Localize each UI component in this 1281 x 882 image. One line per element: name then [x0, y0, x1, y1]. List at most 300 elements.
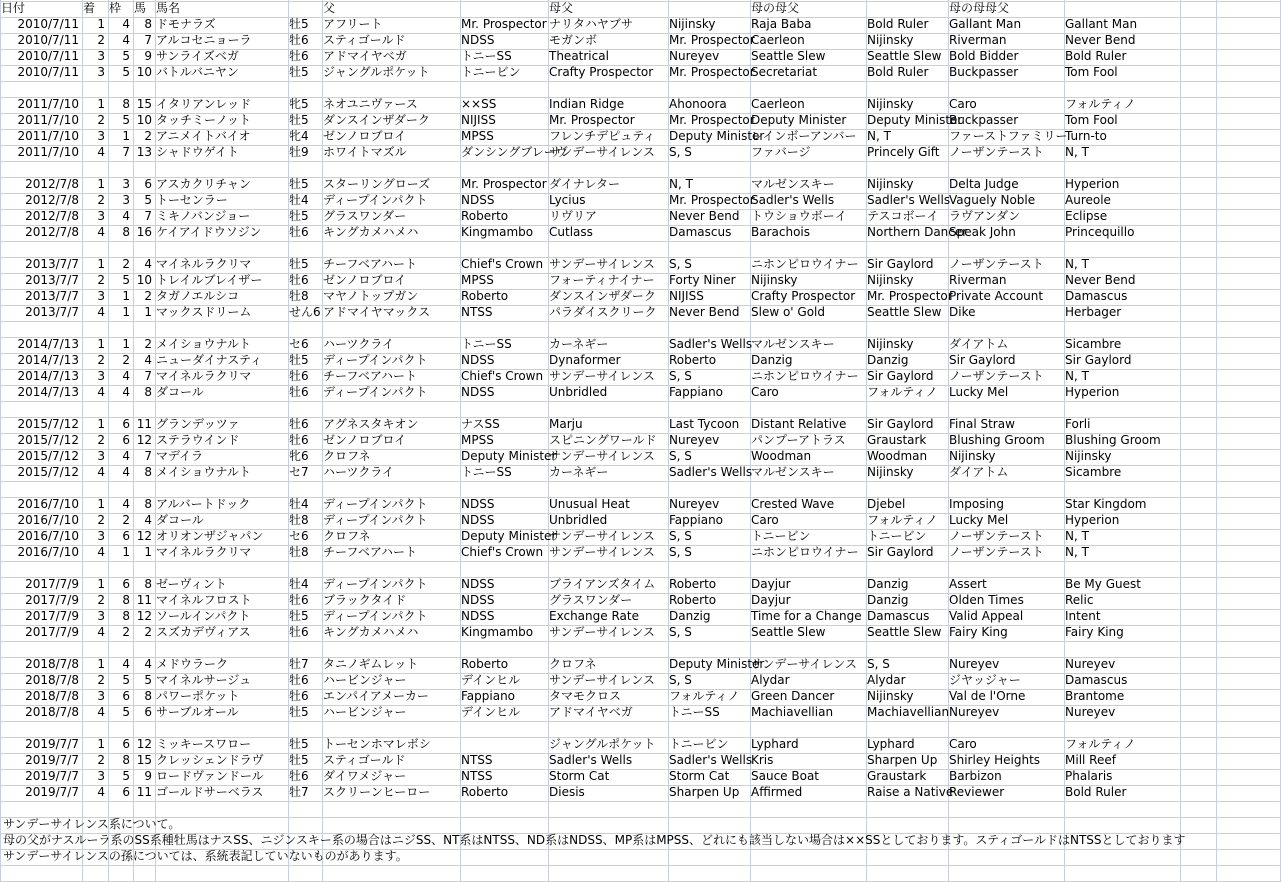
- cell-date[interactable]: 2014/7/13: [17, 385, 79, 399]
- cell-damdamdam-sire-line[interactable]: N, T: [1065, 545, 1089, 559]
- cell-finish[interactable]: 3: [97, 369, 105, 383]
- cell-dam-sire[interactable]: タマモクロス: [549, 689, 622, 703]
- cell-damdam-sire[interactable]: レインボーアンバー: [751, 129, 857, 143]
- cell-sex-age[interactable]: 牡6: [289, 273, 309, 287]
- cell-finish[interactable]: 2: [97, 513, 105, 527]
- cell-gate[interactable]: 5: [122, 49, 130, 63]
- cell-damdam-sire-line[interactable]: Nijinsky: [867, 465, 914, 479]
- cell-sire[interactable]: キングカメハメハ: [323, 625, 419, 639]
- cell-horse-name[interactable]: トーセンラー: [156, 193, 228, 207]
- cell-sire-line[interactable]: MPSS: [461, 433, 494, 447]
- cell-dam-sire[interactable]: アドマイヤベガ: [549, 705, 633, 719]
- cell-damdamdam-sire-line[interactable]: Never Bend: [1065, 273, 1136, 287]
- cell-damdamdam-sire-line[interactable]: [1064, 0, 1180, 16]
- cell-dam-sire[interactable]: Storm Cat: [549, 769, 610, 783]
- cell-dam-sire-line[interactable]: [668, 0, 750, 16]
- cell-dam-sire-line[interactable]: NIJISS: [669, 289, 704, 303]
- cell-damdam-sire[interactable]: Distant Relative: [751, 417, 847, 431]
- cell-damdamdam-sire[interactable]: Private Account: [949, 289, 1044, 303]
- cell-damdam-sire[interactable]: Sauce Boat: [751, 769, 820, 783]
- note-line[interactable]: 母の父がナスルーラ系のSS系種牡馬はナスSS、ニジンスキー系の場合はニジSS、NT系はNTSS、ND系はNDSS、MP系はMPSS、どれにも該当しない場合は××SSとしております。スティゴールドはNTSSとしております: [3, 833, 1186, 847]
- cell-sire[interactable]: アドマイヤマックス: [323, 305, 431, 319]
- cell-sex-age[interactable]: 牡5: [289, 113, 309, 127]
- cell-sex-age[interactable]: 牝5: [289, 97, 309, 111]
- cell-horse-number[interactable]: 12: [136, 529, 152, 543]
- cell-damdam-sire[interactable]: Machiavellian: [751, 705, 834, 719]
- cell-sex-age[interactable]: 牡6: [289, 33, 309, 47]
- cell-damdamdam-sire-line[interactable]: Brantome: [1065, 689, 1125, 703]
- cell-horse-number[interactable]: 5: [144, 193, 152, 207]
- cell-gate[interactable]: 6: [122, 529, 130, 543]
- cell-damdam-sire-line[interactable]: Graustark: [867, 433, 927, 447]
- cell-gate[interactable]: 2: [122, 353, 130, 367]
- cell-damdamdam-sire-line[interactable]: Nijinsky: [1065, 449, 1112, 463]
- cell-dam-sire-line[interactable]: Nureyev: [669, 497, 720, 511]
- cell-damdam-sire[interactable]: トウショウボーイ: [751, 209, 847, 223]
- cell-date[interactable]: 2015/7/12: [17, 417, 79, 431]
- cell-gate[interactable]: 4: [122, 17, 130, 31]
- cell-finish[interactable]: 3: [97, 65, 105, 79]
- cell-finish[interactable]: 2: [97, 593, 105, 607]
- cell-gate[interactable]: 4: [122, 465, 130, 479]
- cell-dam-sire[interactable]: 母父: [549, 1, 574, 15]
- cell-horse-name[interactable]: タガノエルシコ: [156, 289, 240, 303]
- cell-damdam-sire[interactable]: Affirmed: [751, 785, 803, 799]
- cell-date[interactable]: 2015/7/12: [17, 433, 79, 447]
- cell-damdam-sire-line[interactable]: Sir Gaylord: [867, 417, 934, 431]
- cell-damdam-sire[interactable]: マルゼンスキー: [751, 337, 835, 351]
- cell-finish[interactable]: 4: [97, 705, 105, 719]
- cell-date[interactable]: 2011/7/10: [17, 97, 79, 111]
- cell-finish[interactable]: 4: [97, 545, 105, 559]
- cell-damdam-sire-line[interactable]: Danzig: [867, 353, 909, 367]
- cell-damdam-sire-line[interactable]: テスコボーイ: [867, 209, 939, 223]
- cell-dam-sire[interactable]: Unbridled: [549, 385, 608, 399]
- cell-sire[interactable]: スティゴールド: [323, 753, 406, 767]
- cell-sire[interactable]: タニノギムレット: [323, 657, 419, 671]
- cell-dam-sire[interactable]: Exchange Rate: [549, 609, 639, 623]
- cell-finish[interactable]: 2: [97, 433, 105, 447]
- cell-sire[interactable]: ディープインパクト: [323, 193, 428, 207]
- cell-damdam-sire[interactable]: Lyphard: [751, 737, 799, 751]
- cell-sire[interactable]: ゼンノロブロイ: [323, 129, 407, 143]
- cell-gate[interactable]: 5: [122, 673, 130, 687]
- cell-damdamdam-sire[interactable]: Sir Gaylord: [949, 353, 1016, 367]
- cell-dam-sire[interactable]: Indian Ridge: [549, 97, 625, 111]
- cell-sex-age[interactable]: 牡8: [289, 513, 309, 527]
- cell-damdamdam-sire[interactable]: ノーザンテースト: [949, 257, 1044, 271]
- cell-sire-line[interactable]: トニーSS: [461, 49, 512, 63]
- cell-damdam-sire[interactable]: 母の母父: [751, 1, 800, 15]
- cell-damdam-sire[interactable]: マルゼンスキー: [751, 177, 835, 191]
- cell-damdamdam-sire-line[interactable]: Princequillo: [1065, 225, 1135, 239]
- cell-finish[interactable]: 3: [97, 769, 105, 783]
- cell-dam-sire-line[interactable]: Sadler's Wells: [669, 753, 753, 767]
- cell-horse-name[interactable]: シャドウゲイト: [156, 145, 239, 159]
- cell-horse-number[interactable]: 8: [144, 497, 152, 511]
- cell-date[interactable]: 2014/7/13: [17, 369, 79, 383]
- cell-horse-number[interactable]: 13: [136, 145, 152, 159]
- cell-gate[interactable]: 4: [122, 385, 130, 399]
- cell-damdam-sire[interactable]: ファバージ: [751, 145, 811, 159]
- cell-horse-name[interactable]: アルバートドック: [156, 497, 251, 511]
- cell-date[interactable]: 2018/7/8: [25, 705, 79, 719]
- cell-sire-line[interactable]: Deputy Minister: [461, 449, 557, 463]
- cell-horse-name[interactable]: マイネルラクリマ: [156, 369, 252, 383]
- cell-sire[interactable]: ディープインパクト: [323, 353, 428, 367]
- cell-horse-number[interactable]: 10: [136, 65, 152, 79]
- cell-dam-sire[interactable]: Diesis: [549, 785, 585, 799]
- cell-sire[interactable]: ディープインパクト: [323, 513, 428, 527]
- cell-damdamdam-sire[interactable]: Nijinsky: [949, 449, 996, 463]
- cell-date[interactable]: 2013/7/7: [25, 305, 79, 319]
- cell-sex-age[interactable]: 牡7: [289, 785, 309, 799]
- cell-horse-number[interactable]: 1: [144, 305, 152, 319]
- cell-damdam-sire-line[interactable]: Lyphard: [867, 737, 915, 751]
- cell-sex-age[interactable]: 牡5: [289, 17, 309, 31]
- cell-horse-name[interactable]: パワーポケット: [156, 689, 240, 703]
- cell-horse-number[interactable]: 12: [136, 609, 152, 623]
- cell-finish[interactable]: 4: [97, 465, 105, 479]
- cell-sire-line[interactable]: トニーSS: [461, 337, 512, 351]
- cell-dam-sire-line[interactable]: Forty Niner: [669, 273, 736, 287]
- cell-dam-sire-line[interactable]: トニービン: [669, 737, 729, 751]
- cell-dam-sire-line[interactable]: N, T: [669, 177, 693, 191]
- cell-date[interactable]: 2019/7/7: [25, 785, 79, 799]
- cell-damdam-sire[interactable]: Caro: [751, 513, 779, 527]
- cell-finish[interactable]: 4: [97, 305, 105, 319]
- cell-damdam-sire-line[interactable]: Nijinsky: [867, 33, 914, 47]
- cell-damdamdam-sire-line[interactable]: Herbager: [1065, 305, 1122, 319]
- cell-damdam-sire-line[interactable]: Sir Gaylord: [867, 545, 934, 559]
- cell-finish[interactable]: 3: [97, 449, 105, 463]
- cell-damdam-sire-line[interactable]: Djebel: [867, 497, 906, 511]
- cell-damdam-sire-line[interactable]: Sir Gaylord: [867, 257, 934, 271]
- cell-sex-age[interactable]: 牡5: [289, 609, 309, 623]
- cell-dam-sire[interactable]: Theatrical: [549, 49, 609, 63]
- cell-dam-sire[interactable]: フォーティナイナー: [549, 273, 655, 287]
- cell-sire[interactable]: トーセンホマレボシ: [323, 737, 431, 751]
- cell-dam-sire[interactable]: モガンボ: [549, 33, 598, 47]
- cell-sex-age[interactable]: 牡5: [289, 753, 309, 767]
- cell-gate[interactable]: 5: [122, 65, 130, 79]
- cell-sire-line[interactable]: [460, 0, 548, 16]
- cell-horse-number[interactable]: 8: [144, 385, 152, 399]
- cell-sire-line[interactable]: NDSS: [461, 577, 495, 591]
- cell-damdamdam-sire[interactable]: ノーザンテースト: [949, 369, 1044, 383]
- cell-sire-line[interactable]: デインヒル: [461, 673, 521, 687]
- cell-sire[interactable]: ディープインパクト: [323, 577, 428, 591]
- cell-damdam-sire[interactable]: Caerleon: [751, 97, 805, 111]
- cell-horse-number[interactable]: 2: [144, 337, 152, 351]
- cell-damdam-sire-line[interactable]: Nijinsky: [867, 177, 914, 191]
- cell-horse-number[interactable]: 12: [136, 737, 152, 751]
- cell-dam-sire[interactable]: サンデーサイレンス: [549, 449, 655, 463]
- cell-damdamdam-sire-line[interactable]: Be My Guest: [1065, 577, 1141, 591]
- cell-damdamdam-sire[interactable]: Barbizon: [949, 769, 1002, 783]
- cell-horse-name[interactable]: イタリアンレッド: [156, 97, 252, 111]
- cell-horse-number[interactable]: 7: [144, 209, 152, 223]
- cell-horse-name[interactable]: ドモナラズ: [156, 17, 216, 31]
- cell-sire[interactable]: アフリート: [323, 17, 383, 31]
- cell-gate[interactable]: 5: [122, 705, 130, 719]
- cell-gate[interactable]: 1: [122, 129, 130, 143]
- cell-damdamdam-sire[interactable]: Bold Bidder: [949, 49, 1019, 63]
- cell-horse-number[interactable]: 1: [144, 545, 152, 559]
- cell-finish[interactable]: 4: [97, 385, 105, 399]
- cell-sire-line[interactable]: Chief's Crown: [461, 369, 544, 383]
- cell-damdam-sire-line[interactable]: N, T: [867, 129, 891, 143]
- cell-finish[interactable]: 1: [97, 497, 105, 511]
- cell-gate[interactable]: 3: [122, 193, 130, 207]
- cell-finish[interactable]: 3: [97, 209, 105, 223]
- cell-damdam-sire-line[interactable]: Seattle Slew: [867, 49, 942, 63]
- cell-horse-name[interactable]: メドウラーク: [156, 657, 229, 671]
- cell-date[interactable]: 2012/7/8: [25, 225, 79, 239]
- cell-sire[interactable]: チーフベアハート: [323, 369, 417, 383]
- cell-finish[interactable]: 3: [97, 129, 105, 143]
- cell-damdamdam-sire-line[interactable]: Phalaris: [1065, 769, 1113, 783]
- cell-sire[interactable]: エンパイアメーカー: [323, 689, 429, 703]
- cell-horse-number[interactable]: 8: [144, 577, 152, 591]
- cell-sire[interactable]: ブラックタイド: [323, 593, 407, 607]
- cell-horse-name[interactable]: アスカクリチャン: [156, 177, 251, 191]
- cell-horse-name[interactable]: グランデッツァ: [156, 417, 240, 431]
- cell-damdam-sire[interactable]: ニホンピロウイナー: [751, 257, 859, 271]
- cell-damdamdam-sire[interactable]: Blushing Groom: [949, 433, 1045, 447]
- cell-sex-age[interactable]: 牡4: [289, 577, 309, 591]
- cell-damdamdam-sire[interactable]: Dike: [949, 305, 976, 319]
- cell-damdam-sire-line[interactable]: フォルティノ: [867, 385, 938, 399]
- cell-sire-line[interactable]: デインヒル: [461, 705, 521, 719]
- cell-horse-number[interactable]: 4: [144, 353, 152, 367]
- cell-date[interactable]: 2019/7/7: [25, 737, 79, 751]
- cell-damdamdam-sire[interactable]: ダイアトム: [949, 337, 1009, 351]
- cell-sex-age[interactable]: 牡6: [289, 689, 309, 703]
- cell-sire[interactable]: グラスワンダー: [323, 209, 407, 223]
- cell-date[interactable]: 2017/7/9: [25, 577, 79, 591]
- cell-damdam-sire-line[interactable]: Sir Gaylord: [867, 369, 934, 383]
- cell-damdam-sire-line[interactable]: Danzig: [867, 593, 909, 607]
- cell-dam-sire[interactable]: Crafty Prospector: [549, 65, 654, 79]
- cell-damdamdam-sire[interactable]: Caro: [949, 97, 977, 111]
- cell-damdam-sire[interactable]: Dayjur: [751, 593, 791, 607]
- cell-damdam-sire-line[interactable]: Damascus: [867, 609, 930, 623]
- cell-dam-sire-line[interactable]: Mr. Prospector: [669, 33, 755, 47]
- cell-gate[interactable]: 1: [122, 305, 130, 319]
- cell-horse-name[interactable]: ダコール: [156, 385, 204, 399]
- cell-damdamdam-sire-line[interactable]: Aureole: [1065, 193, 1111, 207]
- cell-finish[interactable]: 1: [97, 177, 105, 191]
- cell-gate[interactable]: 6: [122, 417, 130, 431]
- cell-damdamdam-sire-line[interactable]: Nureyev: [1065, 705, 1116, 719]
- cell-sire[interactable]: ホワイトマズル: [323, 145, 407, 159]
- cell-horse-number[interactable]: 7: [144, 369, 152, 383]
- cell-sex-age[interactable]: 牡6: [289, 673, 309, 687]
- cell-horse-number[interactable]: 2: [144, 289, 152, 303]
- cell-horse-number[interactable]: 11: [136, 417, 152, 431]
- cell-horse-number[interactable]: 15: [136, 97, 152, 111]
- cell-finish[interactable]: 4: [97, 625, 105, 639]
- cell-finish[interactable]: 4: [97, 785, 105, 799]
- cell-horse-name[interactable]: ゼーヴィント: [156, 577, 227, 591]
- cell-damdamdam-sire-line[interactable]: Relic: [1065, 593, 1094, 607]
- cell-damdamdam-sire-line[interactable]: Hyperion: [1065, 177, 1120, 191]
- cell-sire-line[interactable]: Kingmambo: [461, 625, 534, 639]
- cell-dam-sire[interactable]: ダンスインザダーク: [549, 289, 656, 303]
- cell-horse-number[interactable]: 4: [144, 657, 152, 671]
- cell-date[interactable]: 2010/7/11: [17, 65, 79, 79]
- cell-damdamdam-sire[interactable]: Nureyev: [949, 705, 1000, 719]
- cell-gate[interactable]: 2: [122, 625, 130, 639]
- cell-sex-age[interactable]: 牡6: [289, 369, 309, 383]
- cell-damdam-sire-line[interactable]: Deputy Minister: [867, 113, 963, 127]
- cell-sex-age[interactable]: 牡8: [289, 289, 309, 303]
- cell-sex-age[interactable]: [288, 0, 322, 16]
- cell-dam-sire[interactable]: ブライアンズタイム: [549, 577, 656, 591]
- cell-sire-line[interactable]: NDSS: [461, 609, 495, 623]
- cell-dam-sire[interactable]: サンデーサイレンス: [549, 545, 655, 559]
- cell-dam-sire[interactable]: ダイナレター: [549, 177, 621, 191]
- cell-damdamdam-sire[interactable]: Caro: [949, 737, 977, 751]
- cell-sex-age[interactable]: 牡6: [289, 225, 309, 239]
- cell-sire[interactable]: アグネスタキオン: [323, 417, 419, 431]
- cell-damdamdam-sire-line[interactable]: Eclipse: [1065, 209, 1108, 223]
- cell-dam-sire[interactable]: Unbridled: [549, 513, 608, 527]
- cell-damdam-sire-line[interactable]: フォルティノ: [867, 513, 938, 527]
- cell-dam-sire-line[interactable]: Never Bend: [669, 305, 740, 319]
- cell-finish[interactable]: 1: [97, 17, 105, 31]
- cell-horse-number[interactable]: 9: [144, 49, 152, 63]
- cell-finish[interactable]: 3: [97, 289, 105, 303]
- cell-damdamdam-sire[interactable]: ファーストファミリー: [949, 129, 1068, 143]
- cell-finish[interactable]: 3: [97, 49, 105, 63]
- cell-damdam-sire-line[interactable]: Graustark: [867, 769, 927, 783]
- cell-finish[interactable]: 2: [97, 673, 105, 687]
- cell-finish[interactable]: 2: [97, 353, 105, 367]
- cell-sire-line[interactable]: [460, 736, 548, 752]
- cell-date[interactable]: 2016/7/10: [17, 529, 79, 543]
- cell-damdamdam-sire[interactable]: Gallant Man: [949, 17, 1022, 31]
- cell-damdamdam-sire-line[interactable]: Forli: [1065, 417, 1091, 431]
- cell-dam-sire-line[interactable]: Ahonoora: [669, 97, 727, 111]
- cell-dam-sire[interactable]: ジャングルポケット: [549, 737, 656, 751]
- cell-dam-sire-line[interactable]: Roberto: [669, 593, 717, 607]
- cell-gate[interactable]: 1: [122, 545, 130, 559]
- cell-dam-sire[interactable]: サンデーサイレンス: [549, 145, 655, 159]
- cell-date[interactable]: 日付: [1, 1, 26, 15]
- cell-damdamdam-sire[interactable]: Delta Judge: [949, 177, 1019, 191]
- cell-damdamdam-sire[interactable]: Lucky Mel: [949, 385, 1009, 399]
- cell-damdam-sire[interactable]: Barachois: [751, 225, 811, 239]
- cell-damdam-sire[interactable]: Crested Wave: [751, 497, 835, 511]
- cell-sire-line[interactable]: Chief's Crown: [461, 257, 544, 271]
- cell-damdamdam-sire-line[interactable]: Gallant Man: [1065, 17, 1138, 31]
- cell-date[interactable]: 2011/7/10: [17, 129, 79, 143]
- cell-damdamdam-sire-line[interactable]: Never Bend: [1065, 33, 1136, 47]
- cell-finish[interactable]: 2: [97, 273, 105, 287]
- cell-dam-sire-line[interactable]: フォルティノ: [669, 689, 740, 703]
- cell-damdamdam-sire[interactable]: Fairy King: [949, 625, 1008, 639]
- cell-sire-line[interactable]: Fappiano: [461, 689, 516, 703]
- cell-gate[interactable]: 5: [122, 273, 130, 287]
- cell-date[interactable]: 2012/7/8: [25, 193, 79, 207]
- cell-damdam-sire[interactable]: ニホンピロウイナー: [751, 545, 859, 559]
- cell-sire[interactable]: スターリングローズ: [323, 177, 431, 191]
- cell-horse-number[interactable]: 11: [136, 593, 152, 607]
- cell-dam-sire-line[interactable]: Roberto: [669, 577, 717, 591]
- cell-dam-sire-line[interactable]: Damascus: [669, 225, 732, 239]
- cell-damdam-sire[interactable]: Seattle Slew: [751, 625, 826, 639]
- cell-horse-name[interactable]: マイネルラクリマ: [156, 545, 252, 559]
- cell-damdam-sire[interactable]: Dayjur: [751, 577, 791, 591]
- cell-finish[interactable]: 2: [97, 753, 105, 767]
- cell-finish[interactable]: 2: [97, 33, 105, 47]
- cell-dam-sire[interactable]: Unusual Heat: [549, 497, 630, 511]
- cell-damdamdam-sire-line[interactable]: Sicambre: [1065, 465, 1122, 479]
- cell-date[interactable]: 2010/7/11: [17, 49, 79, 63]
- cell-sex-age[interactable]: 牝4: [289, 129, 309, 143]
- cell-sex-age[interactable]: 牡6: [289, 433, 309, 447]
- cell-date[interactable]: 2012/7/8: [25, 209, 79, 223]
- cell-damdamdam-sire[interactable]: Valid Appeal: [949, 609, 1024, 623]
- cell-date[interactable]: 2016/7/10: [17, 497, 79, 511]
- cell-date[interactable]: 2012/7/8: [25, 177, 79, 191]
- cell-sire-line[interactable]: NDSS: [461, 513, 495, 527]
- cell-dam-sire[interactable]: Lycius: [549, 193, 586, 207]
- cell-damdam-sire[interactable]: マルゼンスキー: [751, 465, 835, 479]
- cell-horse-name[interactable]: 馬名: [156, 1, 181, 15]
- cell-damdamdam-sire-line[interactable]: Tom Fool: [1065, 113, 1118, 127]
- cell-dam-sire-line[interactable]: Danzig: [669, 609, 711, 623]
- cell-date[interactable]: 2015/7/12: [17, 465, 79, 479]
- cell-horse-name[interactable]: サーブルオール: [156, 705, 239, 719]
- cell-finish[interactable]: 1: [97, 737, 105, 751]
- cell-damdam-sire-line[interactable]: Nijinsky: [867, 97, 914, 111]
- cell-sex-age[interactable]: 牡4: [289, 193, 309, 207]
- cell-damdam-sire[interactable]: サンデーサイレンス: [751, 657, 857, 671]
- cell-date[interactable]: 2018/7/8: [25, 657, 79, 671]
- cell-horse-name[interactable]: マデイラ: [156, 449, 204, 463]
- cell-horse-name[interactable]: マイネルフロスト: [156, 593, 252, 607]
- cell-gate[interactable]: 1: [122, 337, 130, 351]
- cell-gate[interactable]: 6: [122, 737, 130, 751]
- cell-damdam-sire[interactable]: トニービン: [751, 529, 811, 543]
- cell-dam-sire-line[interactable]: S, S: [669, 529, 692, 543]
- cell-damdamdam-sire[interactable]: Riverman: [949, 273, 1007, 287]
- cell-dam-sire[interactable]: フレンチデピュティ: [549, 129, 656, 143]
- cell-gate[interactable]: 1: [122, 289, 130, 303]
- cell-horse-name[interactable]: ゴールドサーベラス: [156, 785, 264, 799]
- cell-gate[interactable]: 4: [122, 449, 130, 463]
- cell-sire[interactable]: マヤノトップガン: [323, 289, 419, 303]
- cell-damdamdam-sire[interactable]: Vaguely Noble: [949, 193, 1036, 207]
- cell-damdamdam-sire[interactable]: Riverman: [949, 33, 1007, 47]
- cell-date[interactable]: 2014/7/13: [17, 337, 79, 351]
- cell-sex-age[interactable]: 牡5: [289, 737, 309, 751]
- cell-dam-sire-line[interactable]: Roberto: [669, 353, 717, 367]
- cell-sire[interactable]: チーフベアハート: [323, 545, 417, 559]
- cell-sire[interactable]: クロフネ: [323, 529, 371, 543]
- cell-date[interactable]: 2014/7/13: [17, 353, 79, 367]
- cell-damdamdam-sire-line[interactable]: Turn-to: [1065, 129, 1107, 143]
- cell-horse-number[interactable]: 6: [144, 705, 152, 719]
- cell-sire-line[interactable]: Deputy Minister: [461, 529, 557, 543]
- cell-finish[interactable]: 1: [97, 577, 105, 591]
- cell-damdam-sire-line[interactable]: トニービン: [867, 529, 927, 543]
- cell-horse-number[interactable]: 10: [136, 113, 152, 127]
- cell-finish[interactable]: 2: [97, 193, 105, 207]
